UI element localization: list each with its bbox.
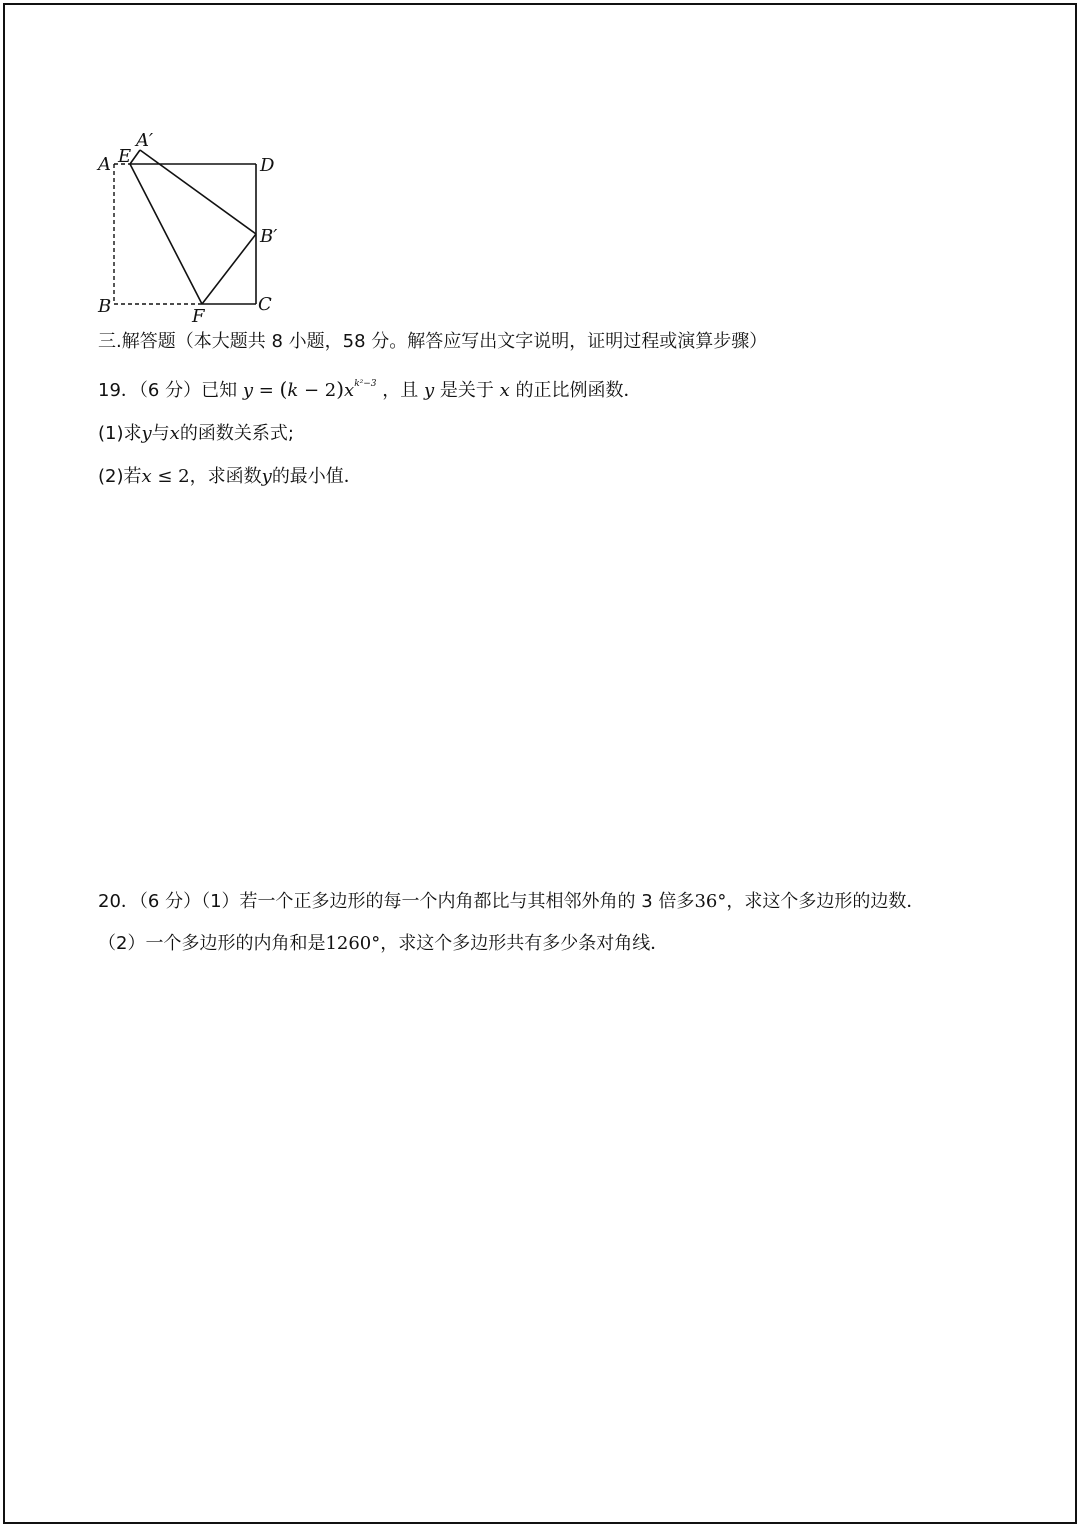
part2-condition: ≤ 2	[151, 466, 190, 487]
label-C: C	[258, 294, 272, 315]
part1-mid: 与	[151, 423, 170, 444]
geometry-figure	[92, 126, 292, 326]
label-D: D	[260, 155, 275, 176]
q19-text-end: 的正比例函数．	[515, 380, 642, 401]
q20-line1-prefix: 20．（6 分）（1）若一个正多边形的每一个内角都比与其相邻外角的 3 倍多	[98, 891, 695, 912]
q20-angle-1260: 1260°	[325, 933, 381, 954]
part2-mid: ，求函数	[189, 466, 262, 487]
formula-k: k	[287, 380, 299, 401]
q19-number: 19．（6 分）已知	[98, 380, 238, 401]
edge-E-A-prime	[130, 150, 140, 164]
formula-left-paren: (	[279, 377, 288, 401]
formula-equals: =	[252, 380, 280, 401]
formula-y: y	[242, 380, 253, 401]
q20-line2-end: ，求这个多边形共有多少条对角线．	[380, 933, 669, 954]
question-19-stem	[98, 371, 642, 404]
q19-formula	[242, 377, 382, 401]
label-A-prime: A′	[136, 130, 154, 151]
part2-var-y: y	[261, 466, 272, 487]
part2-prefix: (2)若	[98, 466, 142, 487]
edge-A-prime-B-prime	[140, 150, 256, 234]
question-20-part-2	[98, 931, 668, 957]
part2-end: 的最小值．	[271, 466, 362, 487]
label-B-prime: B′	[260, 226, 278, 247]
part2-var-x: x	[141, 466, 152, 487]
q20-angle-36: 36°	[694, 891, 727, 912]
label-B: B	[98, 296, 112, 317]
edge-B-prime-F	[202, 234, 256, 304]
section-heading: 三.解答题（本大题共 8 小题，58 分。解答应写出文字说明，证明过程或演算步骤）	[98, 331, 768, 352]
question-19-part-1	[98, 421, 294, 447]
formula-right-paren: )	[336, 377, 345, 401]
question-20-part-1	[98, 889, 924, 915]
q19-text-mid: 是关于	[439, 380, 494, 401]
q20-line1-end: ，求这个多边形的边数．	[726, 891, 925, 912]
part1-var-y: y	[141, 423, 152, 444]
q19-text-after: ，且	[382, 380, 419, 401]
question-19-part-2	[98, 464, 362, 490]
part1-end: 的函数关系式;	[179, 423, 294, 444]
label-A: A	[98, 154, 111, 175]
q19-var-y: y	[424, 380, 435, 401]
formula-exponent: k²−3	[354, 379, 377, 389]
formula-minus-two: − 2	[298, 380, 337, 401]
edge-E-F	[130, 164, 202, 304]
formula-x: x	[344, 380, 355, 401]
q19-var-x: x	[499, 380, 510, 401]
q20-line2-prefix: （2）一个多边形的内角和是	[98, 933, 326, 954]
label-F: F	[192, 306, 205, 326]
part1-prefix: (1)求	[98, 423, 142, 444]
label-E: E	[118, 146, 132, 167]
part1-var-x: x	[169, 423, 180, 444]
